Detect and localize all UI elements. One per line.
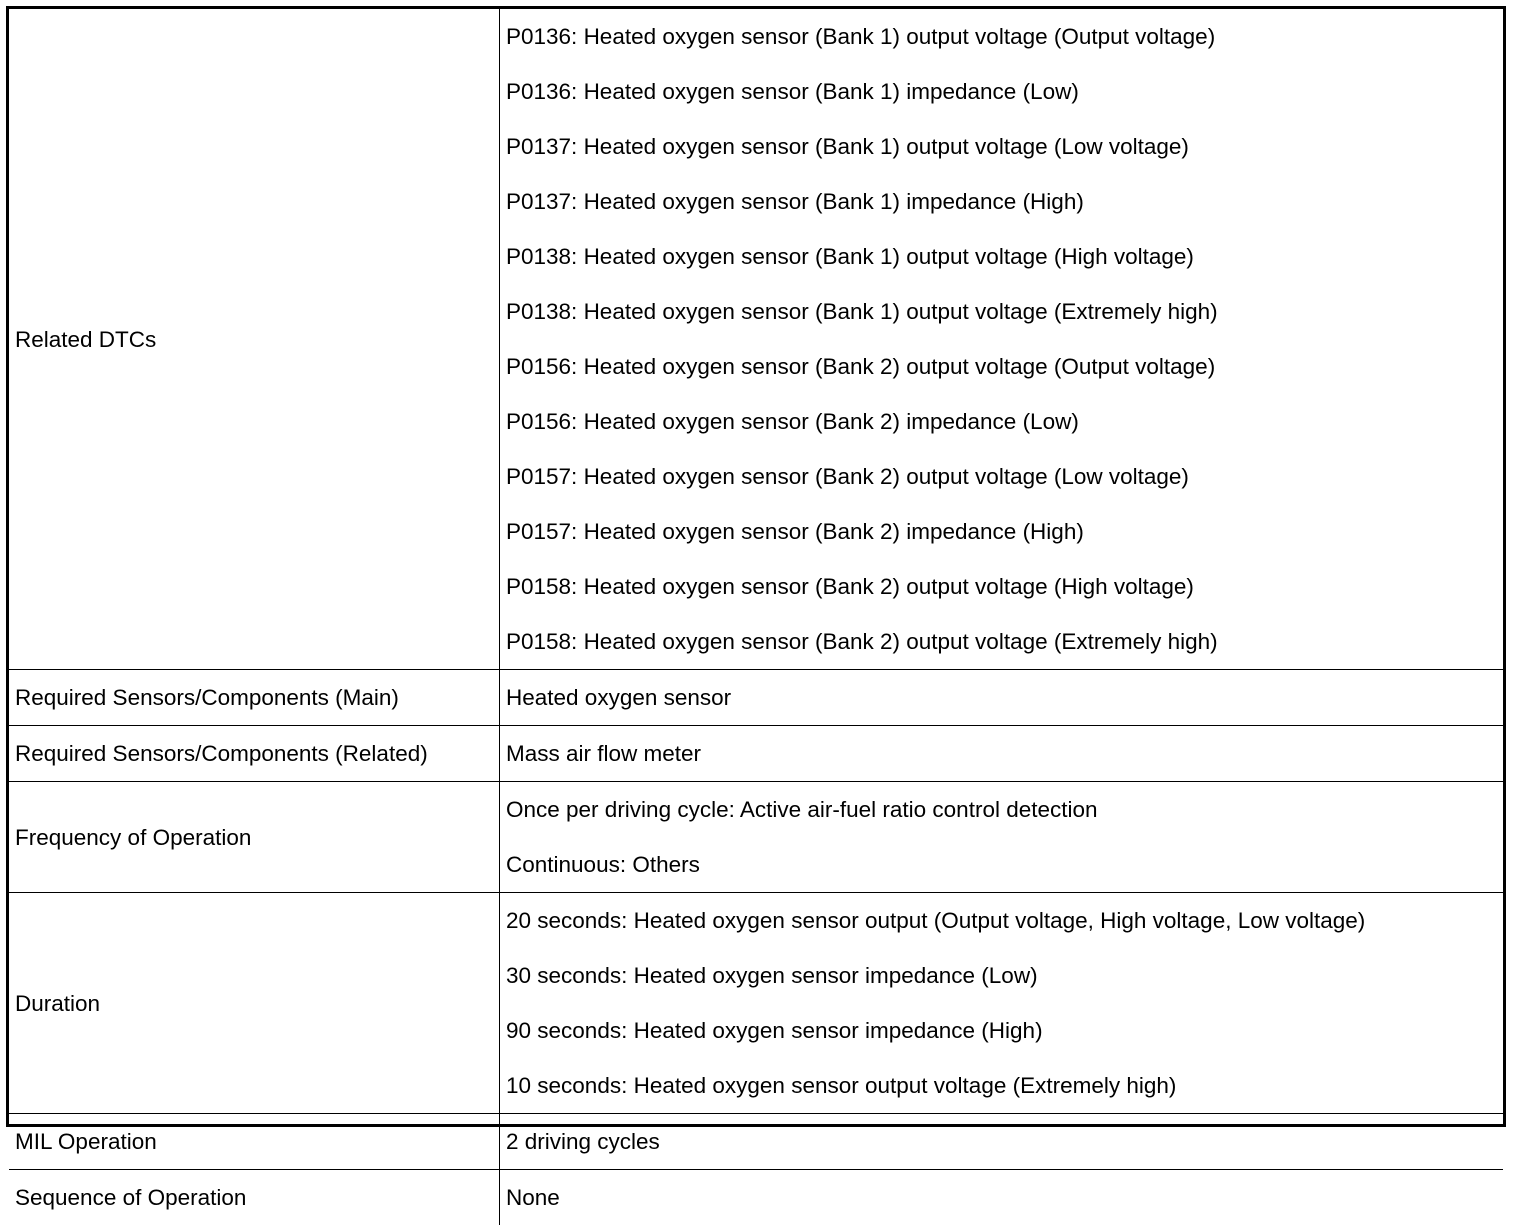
dtc-entry: P0138: Heated oxygen sensor (Bank 1) output voltage (High voltage) xyxy=(506,229,1503,284)
row-value: Mass air flow meter xyxy=(500,726,1504,782)
table-row-sequence-of-operation xyxy=(9,1170,1503,1225)
dtc-entry: P0136: Heated oxygen sensor (Bank 1) impedance (Low) xyxy=(506,64,1503,119)
dtc-entry: P0138: Heated oxygen sensor (Bank 1) output voltage (Extremely high) xyxy=(506,284,1503,339)
duration-entry: 20 seconds: Heated oxygen sensor output (Output voltage, High voltage, Low voltage) xyxy=(506,893,1503,948)
row-value: 2 driving cycles xyxy=(500,1114,1504,1170)
row-label: Related DTCs xyxy=(9,9,500,670)
table-row-required-sensors-related xyxy=(9,726,1503,782)
table-row-mil-operation xyxy=(9,1114,1503,1170)
dtc-entry: P0156: Heated oxygen sensor (Bank 2) output voltage (Output voltage) xyxy=(506,339,1503,394)
table-row-duration xyxy=(9,893,1503,1114)
row-label: MIL Operation xyxy=(9,1114,500,1170)
duration-entry: 90 seconds: Heated oxygen sensor impedance (High) xyxy=(506,1003,1503,1058)
table-row-frequency-of-operation xyxy=(9,782,1503,893)
duration-entry: 10 seconds: Heated oxygen sensor output voltage (Extremely high) xyxy=(506,1058,1503,1113)
row-label: Required Sensors/Components (Main) xyxy=(9,670,500,726)
dtc-entry: P0137: Heated oxygen sensor (Bank 1) output voltage (Low voltage) xyxy=(506,119,1503,174)
dtc-entry: P0158: Heated oxygen sensor (Bank 2) output voltage (High voltage) xyxy=(506,559,1503,614)
spec-table xyxy=(9,9,1503,1225)
row-value: None xyxy=(500,1170,1504,1225)
frequency-entry: Continuous: Others xyxy=(506,837,1503,892)
dtc-entry: P0156: Heated oxygen sensor (Bank 2) impedance (Low) xyxy=(506,394,1503,449)
dtc-entry: P0157: Heated oxygen sensor (Bank 2) output voltage (Low voltage) xyxy=(506,449,1503,504)
dtc-entry: P0157: Heated oxygen sensor (Bank 2) impedance (High) xyxy=(506,504,1503,559)
row-value: Heated oxygen sensor xyxy=(500,670,1504,726)
dtc-entry: P0137: Heated oxygen sensor (Bank 1) impedance (High) xyxy=(506,174,1503,229)
row-value-list xyxy=(500,893,1504,1114)
row-label: Frequency of Operation xyxy=(9,782,500,893)
row-value-list xyxy=(500,782,1504,893)
row-value-list xyxy=(500,9,1504,670)
table-row-related-dtcs xyxy=(9,9,1503,670)
dtc-entry: P0158: Heated oxygen sensor (Bank 2) output voltage (Extremely high) xyxy=(506,614,1503,669)
frequency-entry: Once per driving cycle: Active air-fuel ratio control detection xyxy=(506,782,1503,837)
dtc-entry: P0136: Heated oxygen sensor (Bank 1) output voltage (Output voltage) xyxy=(506,9,1503,64)
duration-entry: 30 seconds: Heated oxygen sensor impedance (Low) xyxy=(506,948,1503,1003)
row-label: Duration xyxy=(9,893,500,1114)
table-row-required-sensors-main xyxy=(9,670,1503,726)
row-label: Sequence of Operation xyxy=(9,1170,500,1225)
row-label: Required Sensors/Components (Related) xyxy=(9,726,500,782)
monitor-specification-table xyxy=(6,6,1506,1127)
